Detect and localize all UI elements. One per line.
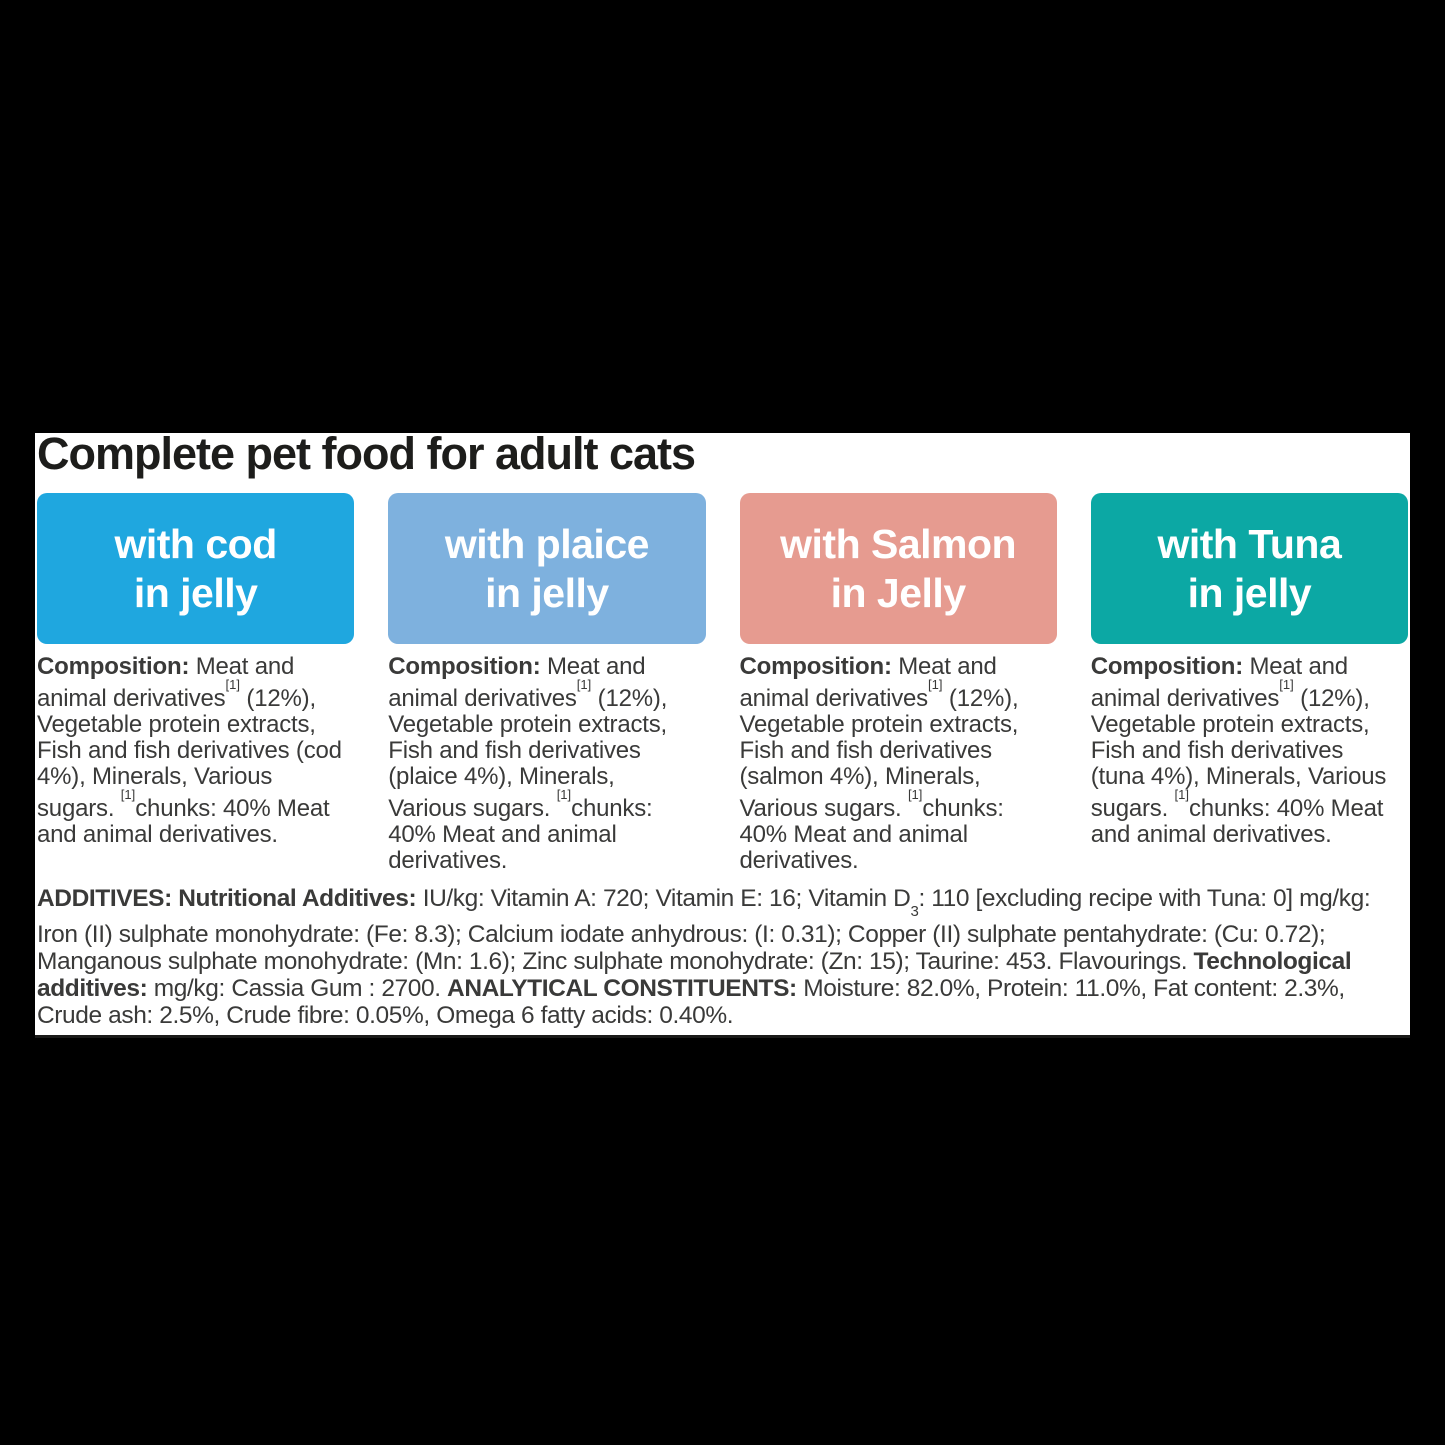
composition-part: (12%), Vegetable protein extracts, Fish and fish derivatives (plaice 4%), Minerals, Various sugars. xyxy=(388,685,668,822)
footnote-ref: [1] xyxy=(576,677,592,692)
additives-text: Moisture: 82.0%, Protein: 11.0%, Fat content: 2.3%, Crude ash: 2.5%, Crude fibre: 0.05%, Omega 6 fatty acids: 0.40%. xyxy=(37,974,1345,1029)
footnote-ref: [1] xyxy=(1174,787,1189,802)
composition-part: Meat and animal derivatives xyxy=(37,653,295,712)
variant-name-line2: in jelly xyxy=(133,569,258,616)
footnote-ref: [1] xyxy=(927,677,943,692)
additives-heading: ADDITIVES: Nutritional Additives: xyxy=(37,885,417,912)
variant-header-salmon xyxy=(740,493,1057,644)
composition-label: Composition: xyxy=(37,653,190,680)
vitamin-d3-subscript: 3 xyxy=(910,902,919,920)
additives-text: IU/kg: Vitamin A: 720; Vitamin E: 16; Vitamin D xyxy=(416,885,911,912)
page-title: Complete pet food for adult cats xyxy=(37,428,696,479)
composition-part: (12%), Vegetable protein extracts, Fish and fish derivatives (cod 4%), Minerals, Various sugars. xyxy=(37,685,342,822)
additives-text: : 110 [excluding recipe with Tuna: 0] mg/kg: Iron (II) sulphate monohydrate: (Fe: 8.3); Calcium iodate anhydrous: (I: 0.31); Copper (II) sulphate pentahydrate: (Cu: 0.72); Manganous sulphate monohydrate: (Mn: 1.6); Zinc sulphate monohydrate: (Zn: 15); Taurine: 453. Flavourings. xyxy=(37,885,1371,975)
footnote-ref: [1] xyxy=(120,787,136,802)
variant-header-cod xyxy=(37,493,354,644)
composition-text-salmon xyxy=(740,654,1057,874)
variant-name-line1: with Salmon xyxy=(780,520,1017,567)
composition-part: chunks: 40% Meat and animal derivatives. xyxy=(1090,795,1384,848)
analytical-constituents-heading: ANALYTICAL CONSTITUENTS: xyxy=(447,974,797,1002)
composition-label: Composition: xyxy=(739,653,892,680)
composition-text-plaice xyxy=(388,654,705,874)
composition-part: Meat and animal derivatives xyxy=(388,653,646,712)
variant-card-cod xyxy=(37,493,354,874)
composition-label: Composition: xyxy=(388,653,541,680)
variant-name-line1: with Tuna xyxy=(1157,520,1342,567)
composition-part: (12%), Vegetable protein extracts, Fish and fish derivatives (salmon 4%), Minerals, Various sugars. xyxy=(739,685,1019,822)
variant-name-line2: in jelly xyxy=(485,569,609,616)
variant-name-line1: with cod xyxy=(114,520,277,567)
variant-name-line2: in jelly xyxy=(1187,569,1312,616)
composition-text-cod xyxy=(37,654,354,848)
variant-name-line1: with plaice xyxy=(444,520,649,567)
composition-part: chunks: 40% Meat and animal derivatives. xyxy=(739,795,1004,874)
footnote-ref: [1] xyxy=(907,787,923,802)
composition-part: Meat and animal derivatives xyxy=(739,653,997,712)
variant-card-tuna xyxy=(1091,493,1408,874)
technological-additives-heading: Technological additives: xyxy=(37,947,1352,1002)
composition-part: chunks: 40% Meat and animal derivatives. xyxy=(388,795,653,874)
variant-name-line2: in Jelly xyxy=(830,569,966,616)
variant-grid xyxy=(37,493,1408,874)
variant-card-salmon xyxy=(740,493,1057,874)
label-panel xyxy=(35,428,1410,1038)
footnote-ref: [1] xyxy=(1279,677,1294,692)
additives-paragraph xyxy=(37,885,1408,1029)
composition-label: Composition: xyxy=(1090,653,1243,680)
footnote-ref: [1] xyxy=(225,677,240,692)
variant-card-plaice xyxy=(388,493,705,874)
variant-header-plaice xyxy=(388,493,705,644)
composition-part: (12%), Vegetable protein extracts, Fish and fish derivatives (tuna 4%), Minerals, Various sugars. xyxy=(1090,685,1387,822)
variant-header-tuna xyxy=(1091,493,1408,644)
composition-part: chunks: 40% Meat and animal derivatives. xyxy=(37,795,330,848)
additives-text: mg/kg: Cassia Gum : 2700. xyxy=(147,974,448,1002)
footnote-ref: [1] xyxy=(556,787,572,802)
composition-part: Meat and animal derivatives xyxy=(1090,653,1348,712)
composition-text-tuna xyxy=(1091,654,1408,848)
